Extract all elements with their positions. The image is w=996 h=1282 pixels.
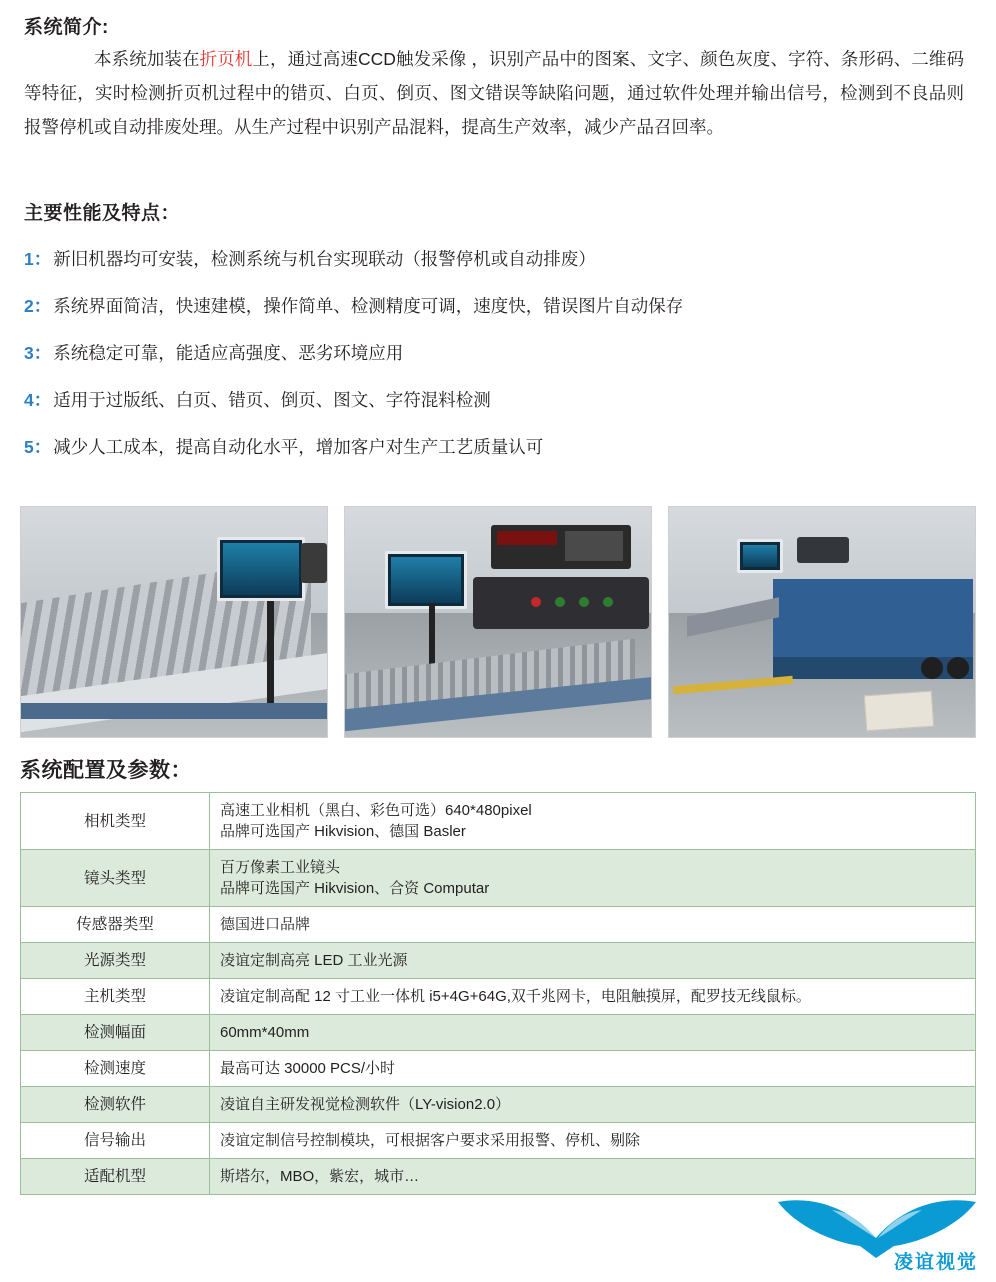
spec-label: 光源类型 bbox=[21, 943, 210, 979]
photo-keypad bbox=[565, 531, 623, 561]
feature-number: 1： bbox=[24, 249, 52, 269]
list-item bbox=[24, 246, 974, 293]
list-item bbox=[24, 434, 974, 481]
features-section-title: 主要性能及特点： bbox=[24, 203, 181, 224]
spec-value-line: 凌谊定制信号控制模块，可根据客户要求采用报警、停机、剔除 bbox=[220, 1132, 641, 1149]
photo-inspection-screen bbox=[385, 551, 467, 609]
intro-text-post: 上，通过高速CCD触发采像 ，识别产品中的图案、文字、颜色灰度、字符、条形码、二维码等特征，实时检测折页机过程中的错页、白页、倒页、图文错误等缺陷问题，通过软件处理并输出信号，检测到不良品则报警停机或自动排废处理。从生产过程中识别产品混料，提高生产效率，减少产品召回率。 bbox=[24, 49, 964, 137]
photo-folding-machine-feeder bbox=[20, 506, 328, 738]
photo-inspection-screen bbox=[737, 539, 783, 573]
feature-text: 减少人工成本，提高自动化水平，增加客户对生产工艺质量认可 bbox=[53, 437, 544, 457]
spec-value bbox=[210, 979, 976, 1015]
specification-table bbox=[20, 792, 976, 1195]
photo-printed-samples bbox=[864, 691, 934, 732]
intro-paragraph bbox=[24, 42, 964, 144]
spec-value-line: 高速工业相机（黑白、彩色可选）640*480pixel bbox=[220, 802, 532, 819]
features-list bbox=[24, 246, 974, 481]
list-item bbox=[24, 387, 974, 434]
photo-strip bbox=[20, 506, 976, 738]
photo-operator-panel bbox=[491, 525, 631, 569]
photo-machine-base bbox=[773, 657, 973, 679]
photo-folding-machine-full-view bbox=[668, 506, 976, 738]
spec-value-line: 凌谊定制高配 12 寸工业一体机 i5+4G+64G,双千兆网卡，电阻触摸屏，配罗技无线鼠标。 bbox=[220, 988, 811, 1005]
feature-text: 新旧机器均可安装，检测系统与机台实现联动（报警停机或自动排废） bbox=[53, 249, 596, 269]
photo-screen-display bbox=[223, 543, 299, 595]
photo-folding-machine-console bbox=[344, 506, 652, 738]
table-row bbox=[21, 850, 976, 907]
spec-value bbox=[210, 943, 976, 979]
spec-value bbox=[210, 1051, 976, 1087]
spec-value bbox=[210, 793, 976, 850]
photo-wheel bbox=[921, 657, 943, 679]
feature-number: 2： bbox=[24, 296, 52, 316]
spec-value bbox=[210, 1087, 976, 1123]
spec-value-line: 凌谊定制高亮 LED 工业光源 bbox=[220, 952, 408, 969]
feature-text: 系统界面简洁，快速建模，操作简单、检测精度可调，速度快，错误图片自动保存 bbox=[53, 296, 684, 316]
spec-value-line: 最高可达 30000 PCS/小时 bbox=[220, 1060, 396, 1077]
photo-screen-display bbox=[391, 557, 461, 603]
table-row bbox=[21, 907, 976, 943]
feature-number: 5： bbox=[24, 437, 52, 457]
spec-value-line: 百万像素工业镜头 bbox=[220, 859, 341, 876]
spec-label: 检测软件 bbox=[21, 1087, 210, 1123]
spec-value-line: 德国进口品牌 bbox=[220, 916, 311, 933]
spec-value-line: 品牌可选国产 Hikvision、德国 Basler bbox=[220, 823, 466, 840]
photo-wheel bbox=[947, 657, 969, 679]
table-row bbox=[21, 1051, 976, 1087]
spec-value-line: 品牌可选国产 Hikvision、合资 Computar bbox=[220, 880, 490, 897]
spec-label: 检测幅面 bbox=[21, 1015, 210, 1051]
photo-start-button bbox=[555, 597, 565, 607]
photo-control-box bbox=[797, 537, 849, 563]
table-row bbox=[21, 1015, 976, 1051]
list-item bbox=[24, 340, 974, 387]
photo-aux-button bbox=[603, 597, 613, 607]
spec-value bbox=[210, 1015, 976, 1051]
intro-text-highlight: 折页机 bbox=[199, 49, 253, 69]
spec-value bbox=[210, 850, 976, 907]
spec-label: 信号输出 bbox=[21, 1123, 210, 1159]
photo-stop-button bbox=[531, 597, 541, 607]
table-row bbox=[21, 793, 976, 850]
spec-value-line: 凌谊自主研发视觉检测软件（LY-vision2.0） bbox=[220, 1096, 511, 1113]
spec-value-line: 斯塔尔，MBO，紫宏，城市… bbox=[220, 1168, 420, 1185]
photo-control-console bbox=[473, 577, 649, 629]
feature-number: 4： bbox=[24, 390, 52, 410]
photo-screen-display bbox=[743, 545, 777, 567]
spec-label: 相机类型 bbox=[21, 793, 210, 850]
list-item bbox=[24, 293, 974, 340]
company-logo-text: 凌谊视觉 bbox=[893, 1252, 978, 1273]
photo-machine-body bbox=[773, 579, 973, 661]
intro-section-title: 系统简介: bbox=[24, 17, 109, 38]
spec-value bbox=[210, 907, 976, 943]
photo-camera-pole bbox=[267, 597, 274, 707]
config-section-title: 系统配置及参数： bbox=[20, 759, 192, 782]
feature-text: 系统稳定可靠，能适应高强度、恶劣环境应用 bbox=[53, 343, 404, 363]
photo-led-display bbox=[497, 531, 557, 545]
table-row bbox=[21, 1087, 976, 1123]
spec-label: 适配机型 bbox=[21, 1159, 210, 1195]
spec-label: 主机类型 bbox=[21, 979, 210, 1015]
feature-number: 3： bbox=[24, 343, 52, 363]
spec-label: 镜头类型 bbox=[21, 850, 210, 907]
photo-run-button bbox=[579, 597, 589, 607]
table-row bbox=[21, 1123, 976, 1159]
spec-label: 传感器类型 bbox=[21, 907, 210, 943]
table-row bbox=[21, 943, 976, 979]
intro-text-pre: 本系统加装在 bbox=[94, 49, 200, 69]
photo-inspection-screen bbox=[217, 537, 305, 601]
table-row bbox=[21, 979, 976, 1015]
spec-label: 检测速度 bbox=[21, 1051, 210, 1087]
feature-text: 适用于过版纸、白页、错页、倒页、图文、字符混料检测 bbox=[53, 390, 491, 410]
spec-value bbox=[210, 1123, 976, 1159]
photo-frame-bar bbox=[21, 703, 328, 719]
spec-value-line: 60mm*40mm bbox=[220, 1024, 310, 1041]
photo-control-box bbox=[301, 543, 327, 583]
